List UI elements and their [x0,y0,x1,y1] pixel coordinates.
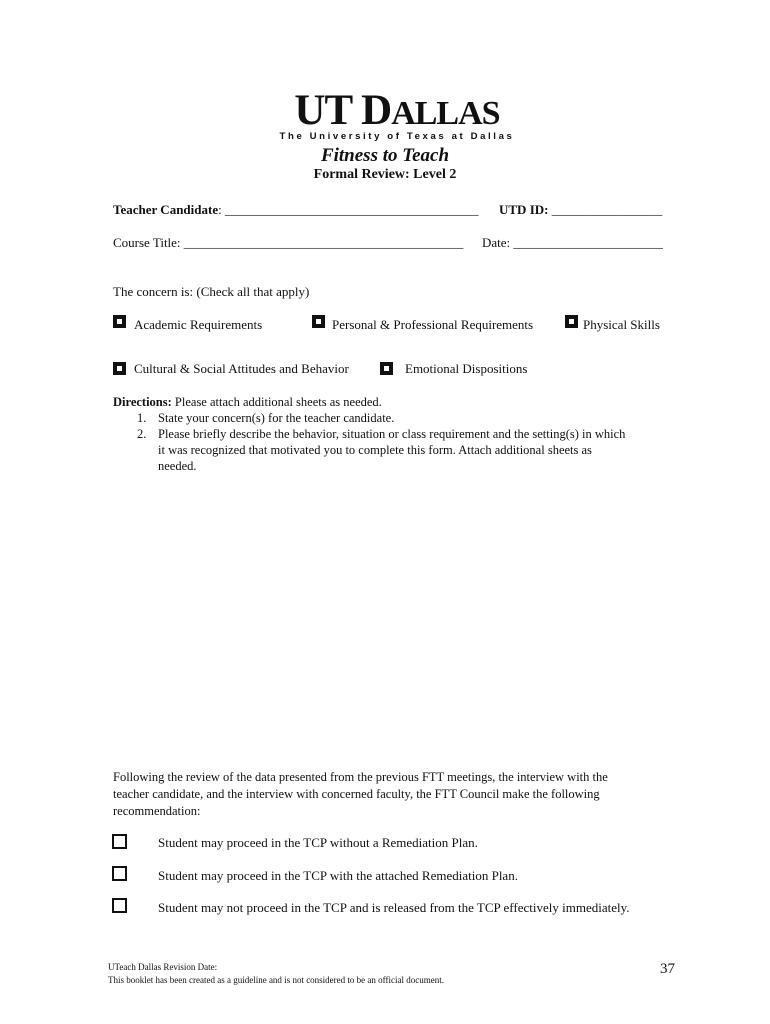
utd-id-row [499,202,662,218]
direction-text-cont: it was recognized that motivated you to complete this form. Attach additional sheets as [158,443,592,457]
footer-disclaimer: This booklet has been created as a guideline and is not considered to be an official document. [108,975,444,985]
directions-text: Please attach additional sheets as needed. [174,395,382,409]
direction-num: 2. [137,427,147,441]
physical-skills-checkbox[interactable] [565,315,578,328]
directions-label: Directions: [113,395,172,409]
proceed-without-plan-label: Student may proceed in the TCP without a Remediation Plan. [158,835,478,850]
direction-text-cont: needed. [158,459,197,473]
physical-skills-label: Physical Skills [583,317,660,332]
personal-professional-checkbox[interactable] [312,315,325,328]
logo-part-d: D [361,87,392,134]
recommendation-text-line3: recommendation: [113,804,201,818]
logo-subtitle: The University of Texas at Dallas [279,131,515,142]
utd-logo [278,88,516,137]
teacher-candidate-label: Teacher Candidate [113,202,219,217]
logo-part-allas: ALLAS [391,95,500,132]
course-title-field[interactable]: Course Title: ___________________________________________ [113,235,464,250]
teacher-candidate-field[interactable]: : _______________________________________ [218,202,479,217]
teacher-candidate-row [113,202,478,218]
emotional-dispositions-checkbox[interactable] [380,362,393,375]
revision-date: UTeach Dallas Revision Date: [108,962,218,972]
proceed-with-plan-label: Student may proceed in the TCP with the attached Remediation Plan. [158,868,518,883]
not-proceed-checkbox[interactable] [112,898,127,913]
direction-item-1 [137,410,395,426]
date-field[interactable]: Date: _______________________ [482,235,663,250]
personal-professional-label: Personal & Professional Requirements [332,317,534,332]
not-proceed-label: Student may not proceed in the TCP and is released from the TCP effectively immediately. [158,900,630,915]
proceed-without-plan-checkbox[interactable] [112,834,127,849]
recommendation-text-line2: teacher candidate, and the interview with concerned faculty, the FTT Council make the following [113,787,600,801]
form-subtitle: Formal Review: Level 2 [313,167,457,182]
direction-text: Please briefly describe the behavior, situation or class requirement and the setting(s) in which [158,427,626,441]
academic-requirements-checkbox[interactable] [113,315,126,328]
direction-text: State your concern(s) for the teacher candidate. [158,411,395,425]
utd-id-field[interactable]: _________________ [551,202,663,217]
page-number: 37 [660,961,675,977]
recommendation-text-line1: Following the review of the data presented from the previous FTT meetings, the interview with the [113,770,608,784]
academic-requirements-label: Academic Requirements [134,317,263,332]
form-title: Fitness to Teach [320,145,450,166]
direction-item-2 [137,426,626,442]
proceed-with-plan-checkbox[interactable] [112,866,127,881]
concern-prompt: The concern is: (Check all that apply) [113,284,310,299]
utd-id-label: UTD ID: [499,202,549,217]
direction-num: 1. [137,411,147,425]
emotional-dispositions-label: Emotional Dispositions [405,361,528,376]
directions-heading [113,394,382,410]
cultural-social-checkbox[interactable] [113,362,126,375]
cultural-social-label: Cultural & Social Attitudes and Behavior [134,361,349,376]
logo-part-ut: UT [294,87,362,134]
